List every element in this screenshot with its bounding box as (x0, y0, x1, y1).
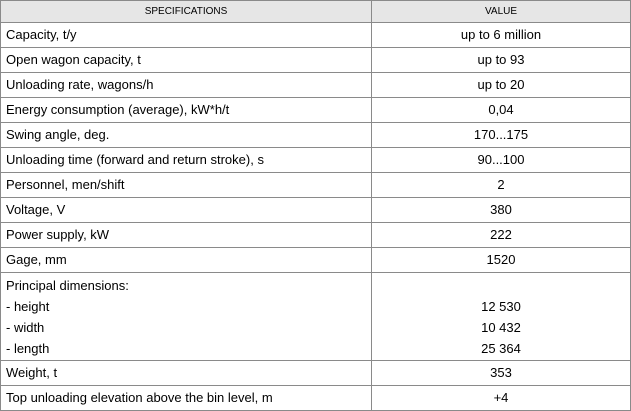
dimension-value-length: 25 364 (481, 340, 521, 356)
spec-label: Open wagon capacity, t (1, 48, 372, 73)
table-row (1, 23, 631, 48)
dimensions-values (372, 273, 631, 361)
header-value: VALUE (372, 1, 631, 23)
spec-value: 1520 (372, 248, 631, 273)
header-specifications: SPECIFICATIONS (1, 1, 372, 23)
spec-label: Personnel, men/shift (1, 173, 372, 198)
dimensions-labels (1, 273, 372, 361)
spec-label: Power supply, kW (1, 223, 372, 248)
spec-value: 2 (372, 173, 631, 198)
spec-value: 380 (372, 198, 631, 223)
table-row (1, 148, 631, 173)
dimension-label-height: - height (6, 298, 50, 314)
spec-value: 170...175 (372, 123, 631, 148)
dimension-value-height: 12 530 (481, 298, 521, 314)
dimensions-title-spacer (372, 275, 630, 296)
spec-label: Unloading rate, wagons/h (1, 73, 372, 98)
table-row (1, 123, 631, 148)
spec-label: Energy consumption (average), kW*h/t (1, 98, 372, 123)
spec-label: Unloading time (forward and return stroke), s (1, 148, 372, 173)
spec-label: Top unloading elevation above the bin level, m (1, 386, 372, 411)
table-row (1, 173, 631, 198)
table-row (1, 198, 631, 223)
table-header-row (1, 1, 631, 23)
spec-label: Capacity, t/y (1, 23, 372, 48)
spec-value: up to 6 million (372, 23, 631, 48)
table-row (1, 386, 631, 411)
spec-value: up to 20 (372, 73, 631, 98)
spec-value: +4 (372, 386, 631, 411)
table-row (1, 98, 631, 123)
spec-label: Weight, t (1, 361, 372, 386)
spec-value: 90...100 (372, 148, 631, 173)
table-row (1, 361, 631, 386)
spec-label: Voltage, V (1, 198, 372, 223)
spec-value: 222 (372, 223, 631, 248)
table-row (1, 223, 631, 248)
dimensions-title: Principal dimensions: (6, 277, 129, 293)
table-row (1, 73, 631, 98)
dimension-label-width: - width (6, 319, 45, 335)
dimension-value-width: 10 432 (481, 319, 521, 335)
table-row (1, 48, 631, 73)
table-row (1, 248, 631, 273)
spec-label: Gage, mm (1, 248, 372, 273)
spec-value: up to 93 (372, 48, 631, 73)
table-row-dimensions (1, 273, 631, 361)
spec-value: 0,04 (372, 98, 631, 123)
spec-value: 353 (372, 361, 631, 386)
spec-label: Swing angle, deg. (1, 123, 372, 148)
dimension-label-length: - length (6, 340, 50, 356)
